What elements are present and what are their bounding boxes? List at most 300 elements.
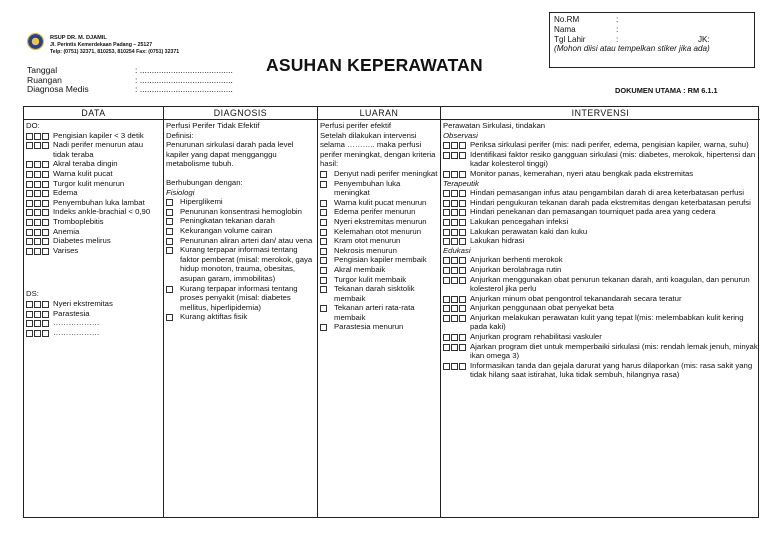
observasi-label: Observasi	[443, 130, 478, 140]
checkbox[interactable]	[320, 248, 327, 255]
checkbox-group	[320, 267, 327, 274]
luaran-title: Perfusi perifer efektif	[320, 121, 392, 130]
checkbox[interactable]	[451, 238, 458, 245]
checkbox[interactable]	[34, 301, 41, 308]
ds-text: ………………	[53, 318, 100, 328]
edukasi-text: Anjurkan program rehabilitasi vaskuler	[470, 332, 602, 342]
checkbox[interactable]	[34, 200, 41, 207]
observasi-text: Periksa sirkulasi perifer (mis: nadi perifer, edema, pengisian kapiler, warna, suhu)	[470, 140, 749, 150]
luaran-text: Nekrosis menurun	[334, 245, 397, 255]
checkbox[interactable]	[443, 334, 450, 341]
luaran-text: Akral membaik	[334, 264, 386, 274]
checkbox[interactable]	[34, 209, 41, 216]
checkbox[interactable]	[34, 142, 41, 149]
checkbox[interactable]	[459, 363, 466, 370]
observasi-item	[443, 140, 758, 150]
terapeutik-item	[443, 207, 758, 217]
observasi-list	[443, 140, 758, 178]
terapeutik-list	[443, 188, 758, 246]
checkbox-group	[166, 238, 173, 245]
checkbox-group	[26, 229, 49, 236]
checkbox-group	[320, 257, 327, 264]
checkbox[interactable]	[34, 330, 41, 337]
checkbox[interactable]	[443, 277, 450, 284]
luaran-item	[320, 246, 438, 256]
checkbox-group	[443, 334, 466, 341]
checkbox[interactable]	[451, 219, 458, 226]
checkbox-group	[166, 199, 173, 206]
checkbox[interactable]	[42, 311, 49, 318]
checkbox-group	[26, 161, 49, 168]
checkbox-group	[320, 324, 327, 331]
checkbox[interactable]	[443, 296, 450, 303]
checkbox-group	[26, 200, 49, 207]
checkbox[interactable]	[166, 238, 173, 245]
rm-colon: :	[616, 24, 619, 34]
do-item	[26, 236, 161, 246]
checkbox[interactable]	[451, 152, 458, 159]
edukasi-text: Anjurkan melakukan perawatan kulit yang tepat l(mis: melembabkan kulit kering pada kaki)	[470, 312, 744, 332]
luaran-text: Denyut nadi perifer meningkat	[334, 168, 438, 178]
checkbox[interactable]	[451, 171, 458, 178]
edukasi-item	[443, 361, 758, 380]
checkbox[interactable]	[451, 190, 458, 197]
do-text: Pengisian kapiler < 3 detik	[53, 130, 144, 140]
checkbox[interactable]	[320, 324, 327, 331]
checkbox[interactable]	[459, 238, 466, 245]
diagnosis-text: Penurunan aliran arteri dan/ atau vena	[180, 235, 313, 245]
terapeutik-item	[443, 217, 758, 227]
checkbox[interactable]	[451, 257, 458, 264]
checkbox[interactable]	[320, 305, 327, 312]
diagnosis-column	[164, 107, 318, 517]
edukasi-item	[443, 275, 758, 294]
do-item	[26, 159, 161, 169]
checkbox[interactable]	[34, 190, 41, 197]
do-text: Nadi perifer menurun atau tidak teraba	[53, 140, 144, 159]
diagnosis-item	[166, 197, 315, 207]
field-value[interactable]: : .......................................	[135, 84, 233, 94]
checkbox[interactable]	[42, 200, 49, 207]
luaran-item	[320, 284, 438, 303]
checkbox[interactable]	[26, 229, 33, 236]
checkbox[interactable]	[320, 209, 327, 216]
checkbox[interactable]	[459, 209, 466, 216]
checkbox[interactable]	[459, 305, 466, 312]
checkbox[interactable]	[166, 218, 173, 225]
checkbox[interactable]	[320, 238, 327, 245]
checkbox[interactable]	[166, 247, 173, 254]
checkbox[interactable]	[459, 219, 466, 226]
checkbox[interactable]	[459, 229, 466, 236]
checkbox-group	[26, 320, 49, 327]
terapeutik-text: Hindari pemasangan infus atau pengambilan darah di area keterbatasan perfusi	[470, 188, 745, 198]
rm-row-no	[554, 15, 750, 25]
do-item	[26, 198, 161, 208]
checkbox[interactable]	[459, 200, 466, 207]
diagnosis-list	[166, 197, 315, 322]
checkbox[interactable]	[320, 257, 327, 264]
checkbox-group	[443, 315, 466, 322]
checkbox[interactable]	[443, 142, 450, 149]
checkbox[interactable]	[320, 181, 327, 188]
diagnosis-item	[166, 226, 315, 236]
checkbox[interactable]	[320, 200, 327, 207]
checkbox[interactable]	[451, 363, 458, 370]
diagnosis-item	[166, 284, 315, 313]
luaran-text: Warna kulit pucat menurun	[334, 197, 427, 207]
checkbox-group	[443, 209, 466, 216]
luaran-item	[320, 217, 438, 227]
checkbox-group	[320, 277, 327, 284]
checkbox-group	[443, 277, 466, 284]
checkbox[interactable]	[320, 277, 327, 284]
checkbox-group	[320, 219, 327, 226]
luaran-item	[320, 236, 438, 246]
checkbox[interactable]	[166, 286, 173, 293]
checkbox-group	[26, 181, 49, 188]
checkbox[interactable]	[42, 330, 49, 337]
luaran-column	[318, 107, 441, 517]
checkbox[interactable]	[443, 344, 450, 351]
checkbox[interactable]	[26, 248, 33, 255]
data-column	[24, 107, 164, 517]
checkbox-group	[26, 190, 49, 197]
hospital-logo	[27, 33, 44, 50]
checkbox[interactable]	[166, 314, 173, 321]
terapeutik-item	[443, 227, 758, 237]
ds-list	[26, 299, 161, 337]
terapeutik-label: Terapeutik	[443, 178, 479, 188]
checkbox-group	[166, 314, 173, 321]
checkbox[interactable]	[451, 296, 458, 303]
checkbox[interactable]	[443, 190, 450, 197]
checkbox[interactable]	[26, 209, 33, 216]
definition-label: Definisi:	[166, 130, 194, 140]
checkbox[interactable]	[26, 320, 33, 327]
checkbox-group	[443, 229, 466, 236]
do-item	[26, 169, 161, 179]
do-text: Tromboplebitis	[53, 216, 104, 226]
checkbox[interactable]	[443, 257, 450, 264]
checkbox[interactable]	[459, 267, 466, 274]
diagnosis-item	[166, 236, 315, 246]
checkbox-group	[320, 305, 327, 312]
checkbox[interactable]	[443, 171, 450, 178]
checkbox[interactable]	[443, 209, 450, 216]
checkbox[interactable]	[459, 344, 466, 351]
checkbox-group	[26, 133, 49, 140]
terapeutik-item	[443, 236, 758, 246]
checkbox[interactable]	[459, 152, 466, 159]
do-text: Varises	[53, 245, 79, 255]
checkbox[interactable]	[443, 267, 450, 274]
checkbox[interactable]	[451, 267, 458, 274]
observasi-item	[443, 169, 758, 179]
checkbox[interactable]	[443, 219, 450, 226]
checkbox[interactable]	[26, 133, 33, 140]
checkbox-group	[443, 267, 466, 274]
diagnosis-item	[166, 216, 315, 226]
column-header-data: DATA	[24, 107, 163, 120]
checkbox[interactable]	[459, 315, 466, 322]
checkbox-group	[443, 200, 466, 207]
field-diagnosa-medis	[27, 85, 233, 95]
checkbox[interactable]	[443, 363, 450, 370]
diagnosis-text: Kekurangan volume cairan	[180, 225, 273, 235]
ds-item	[26, 299, 161, 309]
field-value[interactable]: : .......................................	[135, 74, 233, 85]
checkbox[interactable]	[459, 190, 466, 197]
rm-label: Nama	[554, 24, 576, 34]
diagnosis-text: Peningkatan tekanan darah	[180, 216, 275, 226]
diagnosis-item	[166, 245, 315, 283]
checkbox[interactable]	[34, 229, 41, 236]
do-text: Diabetes melirus	[53, 236, 111, 246]
checkbox[interactable]	[34, 311, 41, 318]
checkbox-group	[443, 152, 466, 159]
patient-id-box	[549, 12, 755, 68]
checkbox[interactable]	[34, 133, 41, 140]
checkbox[interactable]	[26, 301, 33, 308]
checkbox[interactable]	[459, 142, 466, 149]
checkbox-group	[320, 229, 327, 236]
checkbox[interactable]	[42, 190, 49, 197]
checkbox-group	[443, 190, 466, 197]
checkbox-group	[443, 238, 466, 245]
diagnosis-text: Penurunan konsentrasi hemoglobin	[180, 206, 302, 216]
luaran-item	[320, 255, 438, 265]
intervensi-column	[441, 107, 760, 517]
do-item	[26, 131, 161, 141]
diagnosis-text: Hiperglikemi	[180, 197, 223, 207]
checkbox[interactable]	[166, 199, 173, 206]
checkbox-group	[443, 344, 466, 351]
checkbox[interactable]	[166, 209, 173, 216]
checkbox[interactable]	[459, 277, 466, 284]
edukasi-label: Edukasi	[443, 245, 471, 255]
checkbox[interactable]	[451, 142, 458, 149]
intervensi-title: Perawatan Sirkulasi, tindakan	[443, 121, 546, 130]
luaran-item	[320, 265, 438, 275]
checkbox[interactable]	[26, 238, 33, 245]
diagnosis-text: Kurang terpapar informasi tentang proses penyakit (misal: diabetes mellitus, hiperlipidemia)	[180, 283, 298, 312]
checkbox-group	[443, 257, 466, 264]
checkbox-group	[26, 248, 49, 255]
checkbox[interactable]	[320, 229, 327, 236]
checkbox[interactable]	[42, 209, 49, 216]
checkbox-group	[26, 219, 49, 226]
checkbox[interactable]	[34, 171, 41, 178]
checkbox[interactable]	[26, 311, 33, 318]
checkbox[interactable]	[26, 181, 33, 188]
checkbox-group	[320, 238, 327, 245]
checkbox[interactable]	[451, 315, 458, 322]
rm-row-nama	[554, 25, 750, 35]
do-item	[26, 207, 161, 217]
checkbox[interactable]	[34, 238, 41, 245]
column-header-luaran: LUARAN	[318, 107, 440, 120]
luaran-item	[320, 169, 438, 179]
checkbox-group	[26, 238, 49, 245]
checkbox[interactable]	[34, 320, 41, 327]
luaran-text: Penyembuhan luka meningkat	[334, 178, 401, 198]
rm-row-tgl-lahir	[554, 35, 750, 45]
luaran-text: Edema perifer menurun	[334, 207, 416, 217]
checkbox[interactable]	[42, 248, 49, 255]
observasi-text: Monitor panas, kemerahan, nyeri atau bengkak pada ekstremitas	[470, 168, 694, 178]
checkbox-group	[26, 330, 49, 337]
checkbox[interactable]	[451, 229, 458, 236]
edukasi-item	[443, 303, 758, 313]
checkbox[interactable]	[26, 142, 33, 149]
edukasi-item	[443, 313, 758, 332]
checkbox[interactable]	[42, 320, 49, 327]
checkbox[interactable]	[443, 152, 450, 159]
checkbox[interactable]	[451, 277, 458, 284]
edukasi-text: Anjurkan minum obat pengontrol tekanandarah secara teratur	[470, 293, 682, 303]
luaran-column-body	[318, 120, 440, 332]
checkbox[interactable]	[42, 238, 49, 245]
checkbox-group	[320, 286, 327, 293]
terapeutik-text: Lakukan perawatan kaki dan kuku	[470, 226, 588, 236]
checkbox[interactable]	[42, 181, 49, 188]
checkbox[interactable]	[459, 171, 466, 178]
checkbox-group	[166, 286, 173, 293]
checkbox[interactable]	[320, 267, 327, 274]
checkbox-group	[166, 209, 173, 216]
luaran-list	[320, 169, 438, 332]
checkbox[interactable]	[42, 171, 49, 178]
terapeutik-text: Hindari pengukuran tekanan darah pada ekstremitas dengan keterbatasan perufsi	[470, 197, 751, 207]
column-header-intervensi: INTERVENSI	[441, 107, 760, 120]
checkbox[interactable]	[451, 200, 458, 207]
checkbox[interactable]	[34, 248, 41, 255]
checkbox-group	[320, 181, 327, 188]
checkbox[interactable]	[26, 161, 33, 168]
luaran-text: Nyeri ekstremitas menurun	[334, 216, 427, 226]
do-list	[26, 131, 161, 256]
checkbox[interactable]	[26, 190, 33, 197]
luaran-item	[320, 179, 438, 198]
checkbox[interactable]	[451, 344, 458, 351]
hospital-info	[50, 35, 179, 55]
checkbox[interactable]	[443, 238, 450, 245]
checkbox[interactable]	[320, 171, 327, 178]
checkbox[interactable]	[42, 133, 49, 140]
checkbox[interactable]	[26, 219, 33, 226]
checkbox[interactable]	[34, 219, 41, 226]
checkbox[interactable]	[443, 200, 450, 207]
terapeutik-text: Hindari penekanan dan pemasangan tourniquet pada area yang cedera	[470, 207, 716, 217]
rm-colon: :	[616, 34, 619, 44]
terapeutik-item	[443, 188, 758, 198]
checkbox[interactable]	[166, 228, 173, 235]
checkbox[interactable]	[26, 171, 33, 178]
luaran-text: Parastesia menurun	[334, 322, 404, 332]
luaran-item	[320, 207, 438, 217]
checkbox[interactable]	[26, 200, 33, 207]
checkbox[interactable]	[34, 181, 41, 188]
checkbox[interactable]	[443, 229, 450, 236]
checkbox[interactable]	[42, 161, 49, 168]
field-label: Diagnosa Medis	[27, 84, 89, 94]
rm-label: No.RM	[554, 15, 580, 24]
do-text: Indeks ankle-brachial < 0,90	[53, 207, 151, 217]
checkbox[interactable]	[459, 296, 466, 303]
checkbox[interactable]	[320, 219, 327, 226]
checkbox[interactable]	[34, 161, 41, 168]
rm-jk-label: JK:	[698, 34, 710, 44]
do-item	[26, 227, 161, 237]
checkbox-group	[443, 296, 466, 303]
rm-label: Tgl Lahir	[554, 34, 586, 44]
edukasi-text: Anjurkan berolahraga rutin	[470, 264, 562, 274]
checkbox[interactable]	[443, 315, 450, 322]
checkbox[interactable]	[42, 219, 49, 226]
data-column-body	[24, 120, 163, 337]
checkbox[interactable]	[42, 301, 49, 308]
checkbox[interactable]	[42, 142, 49, 149]
checkbox-group	[166, 218, 173, 225]
checkbox-group	[443, 142, 466, 149]
checkbox[interactable]	[443, 305, 450, 312]
ds-text: Nyeri ekstremitas	[53, 298, 113, 308]
checkbox[interactable]	[320, 286, 327, 293]
intervensi-column-body	[441, 120, 760, 380]
edukasi-text: Anjurkan berhenti merokok	[470, 255, 563, 265]
checkbox[interactable]	[42, 229, 49, 236]
edukasi-item	[443, 265, 758, 275]
checkbox[interactable]	[451, 305, 458, 312]
checkbox[interactable]	[26, 330, 33, 337]
edukasi-item	[443, 332, 758, 342]
checkbox[interactable]	[451, 334, 458, 341]
do-item	[26, 217, 161, 227]
luaran-item	[320, 198, 438, 208]
checkbox-group	[26, 171, 49, 178]
do-text: Akral teraba dingin	[53, 159, 118, 169]
checkbox[interactable]	[459, 257, 466, 264]
diagnosis-column-body	[164, 120, 317, 322]
diagnosis-item	[166, 312, 315, 322]
checkbox[interactable]	[451, 209, 458, 216]
terapeutik-text: Lakukan pencegahan infeksi	[470, 216, 569, 226]
checkbox[interactable]	[459, 334, 466, 341]
related-label: Berhubungan dengan:	[166, 177, 243, 187]
definition-text: Penurunan sirkulasi darah pada level kapiler yang dapat mengganggu metabolisme tubuh.	[166, 140, 294, 169]
ds-item	[26, 328, 161, 338]
luaran-text: Kelemahan otot menurun	[334, 226, 422, 236]
diagnosis-text: Kurang aktiftas fisik	[180, 312, 248, 322]
diagnosis-item	[166, 207, 315, 217]
ds-text: Parastesia	[53, 308, 90, 318]
field-value[interactable]: : .......................................	[135, 65, 233, 75]
do-text: Turgor kulit menurun	[53, 178, 125, 188]
checkbox-group	[166, 247, 173, 254]
do-label: DO:	[26, 121, 40, 130]
edukasi-item	[443, 294, 758, 304]
do-text: Edema	[53, 188, 78, 198]
checkbox-group	[320, 200, 327, 207]
rm-colon: :	[616, 15, 619, 24]
luaran-item	[320, 322, 438, 332]
terapeutik-text: Lakukan hidrasi	[470, 236, 525, 246]
ds-item	[26, 318, 161, 328]
checkbox-group	[320, 171, 327, 178]
checkbox-group	[443, 305, 466, 312]
ds-text: ………………	[53, 327, 100, 337]
